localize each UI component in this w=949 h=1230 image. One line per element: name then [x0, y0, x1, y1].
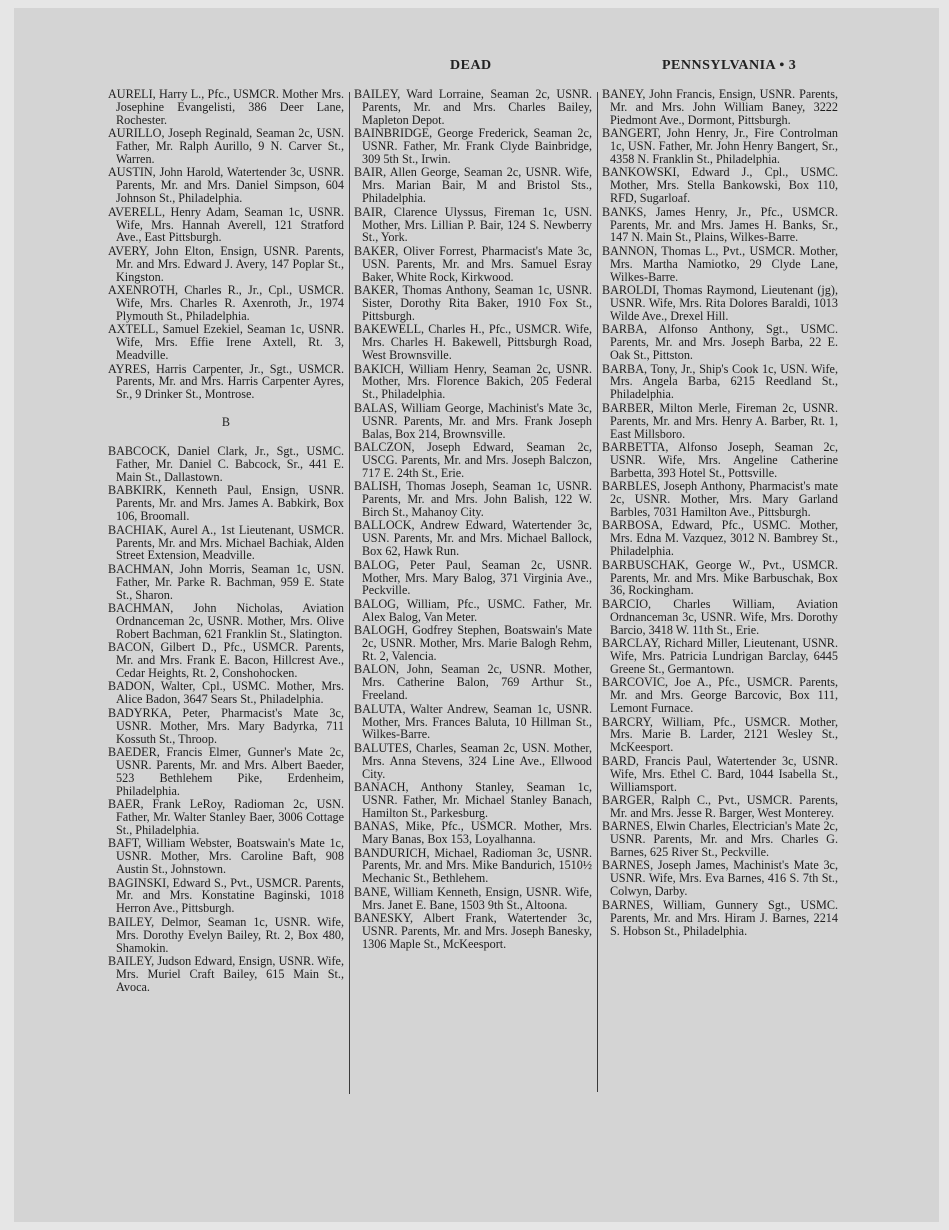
- list-item: BACHMAN, John Nicholas, Aviation Ordnanceman 2c, USNR. Mother, Mrs. Olive Robert Bachman, 621 Franklin St., Slatington.: [108, 601, 344, 641]
- list-item: BAKICH, William Henry, Seaman 2c, USNR. Mother, Mrs. Florence Bakich, 205 Federal St., Philadelphia.: [354, 361, 592, 402]
- list-item: BALCZON, Joseph Edward, Seaman 2c, USCG. Parents, Mr. and Mrs. Joseph Balczon, 717 E. 24th St., Erie.: [354, 439, 592, 480]
- list-item: BAINBRIDGE, George Frederick, Seaman 2c, USNR. Father, Mr. Frank Clyde Bainbridge, 309 5th St., Irwin.: [354, 126, 592, 167]
- list-item: BARBLES, Joseph Anthony, Pharmacist's mate 2c, USNR. Mother, Mrs. Mary Garland Barbles, 7031 Hamilton Ave., Pittsburgh.: [602, 479, 838, 519]
- list-item: BANDURICH, Michael, Radioman 3c, USNR. Parents, Mr. and Mrs. Mike Bandurich, 1510½ Mechanic St., Bethlehem.: [354, 845, 592, 886]
- list-item: BAFT, William Webster, Boatswain's Mate 1c, USNR. Mother, Mrs. Caroline Baft, 908 Austin St., Johnstown.: [108, 836, 344, 877]
- list-item: BARBER, Milton Merle, Fireman 2c, USNR. Parents, Mr. and Mrs. Henry A. Barber, Rt. 1, East Millsboro.: [602, 400, 838, 441]
- list-item: BALOGH, Godfrey Stephen, Boatswain's Mate 2c, USNR. Mother, Mrs. Marie Balogh Rehm, Rt. 2, Valencia.: [354, 623, 592, 663]
- list-item: BARNES, William, Gunnery Sgt., USMC. Parents, Mr. and Mrs. Hiram J. Barnes, 2214 S. Hobson St., Philadelphia.: [602, 897, 838, 938]
- list-item: BANNON, Thomas L., Pvt., USMCR. Mother, Mrs. Martha Namiotko, 29 Clyde Lane, Wilkes-Barre.: [602, 243, 838, 284]
- list-item: BAKER, Oliver Forrest, Pharmacist's Mate 3c, USN. Parents, Mr. and Mrs. Samuel Esray Baker, White Rock, Kirkwood.: [354, 243, 592, 284]
- list-item: AVERY, John Elton, Ensign, USNR. Parents, Mr. and Mrs. Edward J. Avery, 147 Poplar St., Kingston.: [108, 243, 344, 284]
- list-item: BANGERT, John Henry, Jr., Fire Controlman 1c, USN. Father, Mr. John Henry Bangert, Sr., 4358 N. Franklin St., Philadelphia.: [602, 126, 838, 167]
- header-title: DEAD: [450, 58, 492, 73]
- list-item: BAEDER, Francis Elmer, Gunner's Mate 2c, USNR. Parents, Mr. and Mrs. Albert Baeder, 523 Bethlehem Pike, Erdenheim, Philadelphia.: [108, 745, 344, 798]
- list-item: BARGER, Ralph C., Pvt., USMCR. Parents, Mr. and Mrs. Jesse R. Barger, West Monterey.: [602, 792, 838, 820]
- list-item: BARBUSCHAK, George W., Pvt., USMCR. Parents, Mr. and Mrs. Mike Barbuschak, Box 36, Rockingham.: [602, 557, 838, 598]
- list-item: BAILEY, Ward Lorraine, Seaman 2c, USNR. Parents, Mr. and Mrs. Charles Bailey, Mapleton Depot.: [354, 87, 592, 127]
- list-item: BANEY, John Francis, Ensign, USNR. Parents, Mr. and Mrs. John William Baney, 3222 Piedmont Ave., Dormont, Pittsburgh.: [602, 87, 838, 127]
- list-item: BARNES, Elwin Charles, Electrician's Mate 2c, USNR. Parents, Mr. and Mrs. Charles G. Barnes, 625 River St., Peckville.: [602, 819, 838, 860]
- list-item: BABCOCK, Daniel Clark, Jr., Sgt., USMC. Father, Mr. Daniel C. Babcock, Sr., 441 E. Main St., Dallastown.: [108, 444, 344, 484]
- list-item: AVERELL, Henry Adam, Seaman 1c, USNR. Wife, Mrs. Hannah Averell, 121 Stratford Ave., East Pittsburgh.: [108, 204, 344, 245]
- list-item: BABKIRK, Kenneth Paul, Ensign, USNR. Parents, Mr. and Mrs. James A. Babkirk, Box 106, Broomall.: [108, 483, 344, 524]
- list-item: BAGINSKI, Edward S., Pvt., USMCR. Parents, Mr. and Mrs. Konstatine Baginski, 1018 Herron Ave., Pittsburgh.: [108, 875, 344, 916]
- list-item: BACHMAN, John Morris, Seaman 1c, USN. Father, Mr. Parke R. Bachman, 959 E. State St., Sharon.: [108, 561, 344, 602]
- section-letter: B: [221, 415, 231, 430]
- list-item: BADYRKA, Peter, Pharmacist's Mate 3c, USNR. Mother, Mrs. Mary Badyrka, 711 Kossuth St., Throop.: [108, 705, 344, 746]
- list-item: BAKEWELL, Charles H., Pfc., USMCR. Wife, Mrs. Charles H. Bakewell, Pittsburgh Road, West Brownsville.: [354, 322, 592, 363]
- list-item: BACHIAK, Aurel A., 1st Lieutenant, USMCR. Parents, Mr. and Mrs. Michael Bachiak, Alden Street Extension, Meadville.: [108, 522, 344, 563]
- list-item: BADON, Walter, Cpl., USMC. Mother, Mrs. Alice Badon, 3647 Sears St., Philadelphia.: [108, 679, 344, 707]
- list-item: BARBOSA, Edward, Pfc., USMC. Mother, Mrs. Edna M. Vazquez, 3012 N. Bambrey St., Philadelphia.: [602, 518, 838, 559]
- list-item: AXENROTH, Charles R., Jr., Cpl., USMCR. Wife, Mrs. Charles R. Axenroth, Jr., 1974 Plymouth St., Philadelphia.: [108, 283, 344, 323]
- list-item: BAILEY, Judson Edward, Ensign, USNR. Wife, Mrs. Muriel Craft Bailey, 615 Main St., Avoca.: [108, 954, 344, 994]
- list-item: BARCRY, William, Pfc., USMCR. Mother, Mrs. Marie B. Larder, 2121 Wesley St., McKeesport.: [602, 714, 838, 755]
- list-item: AUSTIN, John Harold, Watertender 3c, USNR. Parents, Mr. and Mrs. Daniel Simpson, 604 Johnson St., Philadelphia.: [108, 165, 344, 206]
- list-item: BANKOWSKI, Edward J., Cpl., USMC. Mother, Mrs. Stella Bankowski, Box 110, RFD, Sugarloaf.: [602, 165, 838, 206]
- list-item: BAER, Frank LeRoy, Radioman 2c, USN. Father, Mr. Walter Stanley Baer, 3006 Cottage St., Philadelphia.: [108, 797, 344, 837]
- list-item: BARBETTA, Alfonso Joseph, Seaman 2c, USNR. Wife, Mrs. Angeline Catherine Barbetta, 393 Hotel St., Pottsville.: [602, 439, 838, 480]
- list-item: BARCIO, Charles William, Aviation Ordnanceman 3c, USNR. Wife, Mrs. Dorothy Barcio, 3418 W. 11th St., Erie.: [602, 596, 838, 637]
- list-item: BALAS, William George, Machinist's Mate 3c, USNR. Parents, Mr. and Mrs. Frank Joseph Balas, Box 214, Brownsville.: [354, 400, 592, 441]
- list-item: BARCOVIC, Joe A., Pfc., USMCR. Parents, Mr. and Mrs. George Barcovic, Box 111, Lemont Furnace.: [602, 675, 838, 716]
- list-item: BAILEY, Delmor, Seaman 1c, USNR. Wife, Mrs. Dorothy Evelyn Bailey, Rt. 2, Box 480, Shamokin.: [108, 914, 344, 955]
- list-item: AXTELL, Samuel Ezekiel, Seaman 1c, USNR. Wife, Mrs. Effie Irene Axtell, Rt. 3, Meadville.: [108, 322, 344, 363]
- list-item: BANESKY, Albert Frank, Watertender 3c, USNR. Parents, Mr. and Mrs. Joseph Banesky, 1306 Maple St., McKeesport.: [354, 911, 592, 951]
- column-2: [354, 88, 592, 951]
- header-state-page: PENNSYLVANIA • 3: [662, 58, 797, 73]
- list-item: BALUTES, Charles, Seaman 2c, USN. Mother, Mrs. Anna Stevens, 324 Line Ave., Ellwood City.: [354, 740, 592, 781]
- list-item: BALOG, Peter Paul, Seaman 2c, USNR. Mother, Mrs. Mary Balog, 371 Virginia Ave., Peckville.: [354, 557, 592, 598]
- list-item: BANAS, Mike, Pfc., USMCR. Mother, Mrs. Mary Banas, Box 153, Loyalhanna.: [354, 819, 592, 847]
- list-item: BARBA, Tony, Jr., Ship's Cook 1c, USN. Wife, Mrs. Angela Barba, 6215 Reedland St., Philadelphia.: [602, 361, 838, 402]
- list-item: BARBA, Alfonso Anthony, Sgt., USMC. Parents, Mr. and Mrs. Joseph Barba, 22 E. Oak St., Pittston.: [602, 322, 838, 363]
- list-item: BAROLDI, Thomas Raymond, Lieutenant (jg), USNR. Wife, Mrs. Rita Dolores Baraldi, 1013 Wilde Ave., Drexel Hill.: [602, 283, 838, 323]
- list-item: BALON, John, Seaman 2c, USNR. Mother, Mrs. Catherine Balon, 769 Arthur St., Freeland.: [354, 662, 592, 703]
- list-item: BALISH, Thomas Joseph, Seaman 1c, USNR. Parents, Mr. and Mrs. John Balish, 122 W. Birch St., Mahanoy City.: [354, 479, 592, 519]
- list-item: BANKS, James Henry, Jr., Pfc., USMCR. Parents, Mr. and Mrs. James H. Banks, Sr., 147 N. Main St., Plains, Wilkes-Barre.: [602, 204, 838, 245]
- column-3: [602, 88, 838, 938]
- list-item: BAKER, Thomas Anthony, Seaman 1c, USNR. Sister, Dorothy Rita Baker, 1910 Fox St., Pittsburgh.: [354, 283, 592, 323]
- list-item: AURILLO, Joseph Reginald, Seaman 2c, USN. Father, Mr. Ralph Aurillo, 9 N. Carver St., Warren.: [108, 126, 344, 167]
- column-rule: [597, 92, 598, 1092]
- list-item: BARNES, Joseph James, Machinist's Mate 3c, USNR. Wife, Mrs. Eva Barnes, 416 S. 7th St., Colwyn, Darby.: [602, 858, 838, 899]
- list-item: BACON, Gilbert D., Pfc., USMCR. Parents, Mr. and Mrs. Frank E. Bacon, Hillcrest Ave., Cedar Heights, Rt. 2, Conshohocken.: [108, 640, 344, 681]
- list-item: BARCLAY, Richard Miller, Lieutenant, USNR. Wife, Mrs. Patricia Lundrigan Barclay, 6445 Greene St., Germantown.: [602, 636, 838, 676]
- list-item: BAIR, Allen George, Seaman 2c, USNR. Wife, Mrs. Marian Bair, M and Bristol Sts., Philadelphia.: [354, 165, 592, 206]
- list-item: BANE, William Kenneth, Ensign, USNR. Wife, Mrs. Janet E. Bane, 1503 9th St., Altoona.: [354, 884, 592, 912]
- list-item: BAIR, Clarence Ulyssus, Fireman 1c, USN. Mother, Mrs. Lillian P. Bair, 124 S. Newberry St., York.: [354, 204, 592, 245]
- list-item: BALLOCK, Andrew Edward, Watertender 3c, USN. Parents, Mr. and Mrs. Michael Ballock, Box 62, Hawk Run.: [354, 518, 592, 559]
- list-item: BARD, Francis Paul, Watertender 3c, USNR. Wife, Mrs. Ethel C. Bard, 1044 Isabella St., Williamsport.: [602, 753, 838, 794]
- list-item: BALOG, William, Pfc., USMC. Father, Mr. Alex Balog, Van Meter.: [354, 596, 592, 624]
- column-rule: [349, 92, 350, 1094]
- list-item: AURELI, Harry L., Pfc., USMCR. Mother Mrs. Josephine Evangelisti, 386 Deer Lane, Rochester.: [108, 87, 344, 127]
- column-1: [108, 88, 344, 994]
- list-item: BALUTA, Walter Andrew, Seaman 1c, USNR. Mother, Mrs. Frances Baluta, 10 Hillman St., Wilkes-Barre.: [354, 701, 592, 742]
- list-item: BANACH, Anthony Stanley, Seaman 1c, USNR. Father, Mr. Michael Stanley Banach, Hamilton St., Parkesburg.: [354, 780, 592, 820]
- list-item: AYRES, Harris Carpenter, Jr., Sgt., USMCR. Parents, Mr. and Mrs. Harris Carpenter Ayres, Sr., 9 Drinker St., Montrose.: [108, 361, 344, 402]
